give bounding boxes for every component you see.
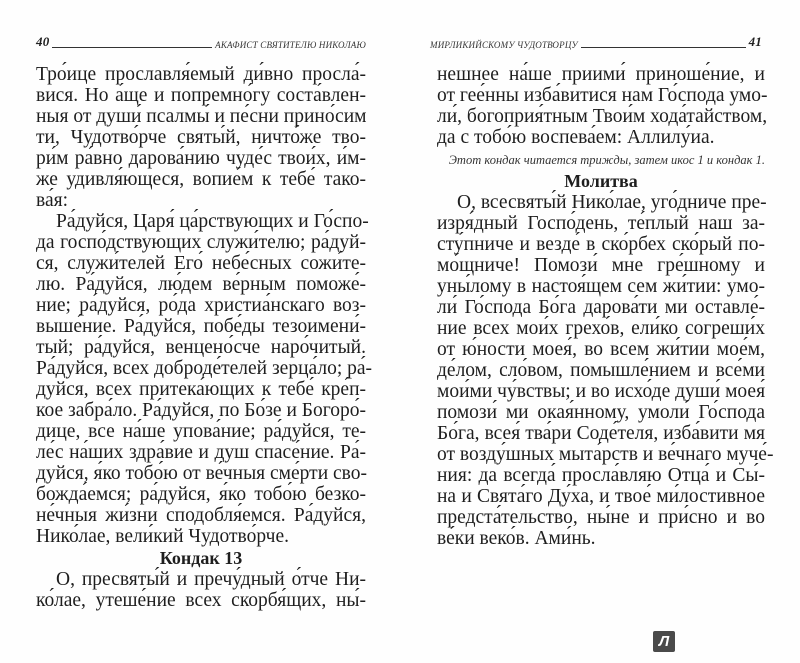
publisher-logo: Л <box>653 631 675 652</box>
text-line: ли́, богоприя́тным Твои́м хода́тайством, <box>437 106 768 127</box>
text-line: выше́ние. Ра́дуйся, побе́ды тезоимени́- <box>36 316 366 337</box>
text-line: сту́пниче и везде́ в ско́рбех ско́рый по- <box>437 234 765 255</box>
text-line: помози́ ми окая́нному, умоли́ Го́спода <box>437 402 765 423</box>
text-line: да госпо́дствующих служи́телю; ра́дуй- <box>36 232 366 253</box>
text-line: О, всесвяты́й Нико́лае, уго́дниче пре- <box>457 192 767 213</box>
running-head-title: МИРЛИКИЙСКОМУ ЧУДОТВОРЦУ <box>430 40 578 50</box>
text-line: ныя от души́ псалмы́ и пе́сни прино́сим <box>36 106 367 127</box>
text-line: нешнее на́ше приими́ приноше́ние, и <box>437 64 765 85</box>
text-line: Бо́га, всея́ тва́ри Соде́теля, изба́вити мя <box>437 423 765 444</box>
text-line: вися. Но а́ще и попремно́гу соста́влен- <box>36 85 366 106</box>
text-line: мои́ми чу́вствы; и во исхо́де души́ моея́ <box>437 381 766 402</box>
text-line: Нико́лае, вели́кий Чудотво́рче. <box>36 526 289 547</box>
page-number: 40 <box>36 34 50 49</box>
text-line: ли́ Го́спода Бо́га дарова́ти ми оставле́- <box>437 297 765 318</box>
text-line: от ю́ности моея́, во всем жи́тии мое́м, <box>437 339 765 360</box>
right-page <box>400 0 800 663</box>
running-head-title: АКАФИСТ СВЯТИТЕЛЮ НИКОЛАЮ <box>215 40 366 50</box>
text-line: божда́емся; ра́дуйся, я́ко тобо́ю безко- <box>36 484 366 505</box>
text-line: изря́дный Госпо́день, те́плый наш за- <box>437 213 765 234</box>
text-line: Тро́ице прославля́емый ди́вно просла́- <box>36 64 366 85</box>
text-line: от гее́нны изба́витися нам Го́спода умо- <box>437 85 768 106</box>
text-line: да с тобо́ю воспева́ем: Аллилу́иа. <box>437 127 715 148</box>
text-line: ри́м ра́вно дарова́нию чуде́с твои́х, и́м- <box>36 148 366 169</box>
text-line: ния: да всегда́ просла́вляю Отца́ и Сы́- <box>437 465 765 486</box>
text-line: мо́щниче! Помози́ мне гре́шному и <box>437 255 765 276</box>
left-page-text <box>36 64 373 611</box>
text-line: ко́лае, утеше́ние всех скорбя́щих, ны́- <box>36 590 366 611</box>
text-line: ние; ра́дуйся, ро́да христиа́нскаго воз- <box>36 295 366 316</box>
text-line: ние всех мои́х грехо́в, ели́ко согреши́х <box>437 318 765 339</box>
text-line: не́чныя жи́зни сподобля́емся. Ра́дуйся, <box>36 505 366 526</box>
section-heading: Кондак 13 <box>159 548 243 568</box>
text-line: Ра́дуйся, всех доброде́телей зерца́ло; ра́- <box>36 358 373 379</box>
text-line: де́лом, сло́вом, помышле́нием и все́ми <box>437 360 765 381</box>
text-line: же удивля́ющеся, вопие́м к тебе́ тако- <box>36 169 366 190</box>
text-line: лю. Ра́дуйся, лю́дем ве́рным поможе́- <box>36 274 366 295</box>
right-page-text <box>437 64 774 549</box>
running-header <box>36 34 366 50</box>
text-line: дице, все на́ше упова́ние; ра́дуйся, те- <box>36 421 366 442</box>
text-line: на и Свята́го Ду́ха, и твое́ ми́лостивное <box>437 486 765 507</box>
text-line: ва́я: <box>36 190 68 211</box>
header-rule <box>581 47 746 48</box>
text-line: тый; ра́дуйся, венцено́сче наро́читый. <box>36 337 366 358</box>
header-rule <box>52 47 212 48</box>
text-line: от возду́шных мыта́рств и ве́чнаго муче́- <box>437 444 774 465</box>
text-line: О, пресвяты́й и пречу́дный о́тче Ни- <box>56 569 366 590</box>
text-line: кое забра́ло. Ра́дуйся, по Бо́зе и Богоро́- <box>36 400 366 421</box>
text-line: Ра́дуйся, Царя́ ца́рствующих и Го́спо- <box>56 211 369 232</box>
text-line: ти, Чудотво́рче святы́й, ничто́же тво- <box>36 127 366 148</box>
rubric-note: Этот кондак читается трижды, затем икос 1 и кондак 1. <box>448 153 765 167</box>
page-number: 41 <box>748 34 762 49</box>
running-header <box>430 34 762 50</box>
section-heading: Молитва <box>564 171 638 191</box>
text-line: ся, служи́телей Его́ небе́сных сожи́те- <box>36 253 366 274</box>
text-line: дуйся, я́ко тобо́ю от ве́чныя сме́рти сво- <box>36 463 367 484</box>
text-line: ве́ки веко́в. Ами́нь. <box>437 528 596 549</box>
text-line: уны́лому в настоя́щем сем жи́тии: умо- <box>437 276 765 297</box>
text-line: предста́тельство, ны́не и при́сно и во <box>437 507 765 528</box>
text-line: дуйся, всех притека́ющих к тебе́ кре́п- <box>36 379 366 400</box>
text-line: ле́с на́ших здра́вие и душ спасе́ние. Ра́- <box>36 442 366 463</box>
